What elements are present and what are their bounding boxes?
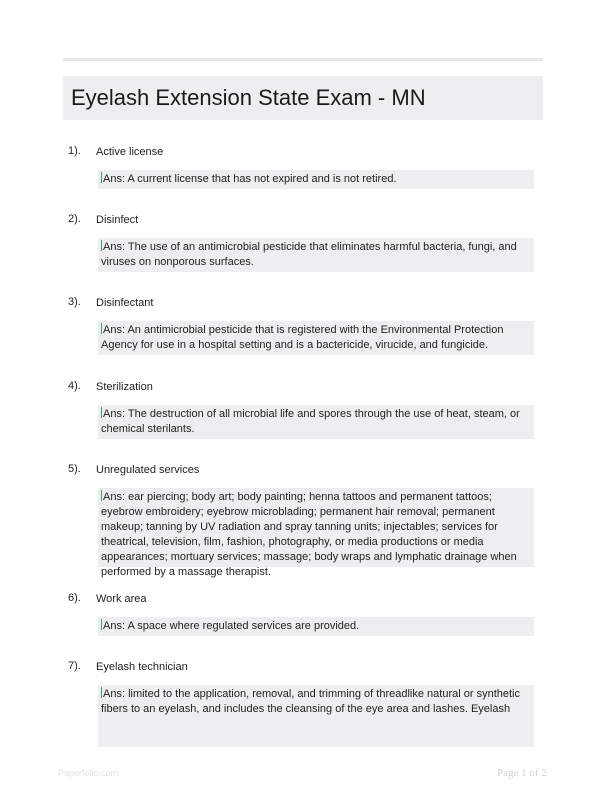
answer-marker bbox=[101, 687, 102, 698]
answer-box bbox=[98, 405, 534, 439]
question-term: Active license bbox=[96, 146, 164, 158]
answer-box bbox=[98, 617, 534, 636]
answer-text: Ans: A current license that has not expired and is not retired. bbox=[103, 173, 397, 185]
answer-marker bbox=[101, 172, 102, 183]
page-number: Page 1 of 2 bbox=[497, 767, 547, 779]
answer-text: Ans: A space where regulated services are provided. bbox=[103, 620, 360, 632]
answer-text: Ans: limited to the application, removal, and trimming of threadlike natural or synthetic fibers to an eyelash, and includes the cleansing of the eye area and lashes. Eyelash bbox=[101, 688, 520, 715]
question-number: 6). bbox=[68, 592, 81, 604]
answer-marker bbox=[101, 490, 102, 501]
question-number: 2). bbox=[68, 213, 81, 225]
question-term: Sterilization bbox=[96, 381, 153, 393]
question-number: 3). bbox=[68, 296, 81, 308]
question-term: Disinfectant bbox=[96, 297, 154, 309]
answer-marker bbox=[101, 323, 102, 334]
question-term: Work area bbox=[96, 593, 147, 605]
question-term: Unregulated services bbox=[96, 464, 200, 476]
answer-text: Ans: An antimicrobial pesticide that is registered with the Environmental Protection Agency for use in a hospital setting and is a bactericide, virucide, and fungicide. bbox=[101, 324, 504, 351]
answer-box bbox=[98, 321, 534, 355]
answer-text: Ans: The use of an antimicrobial pesticide that eliminates harmful bacteria, fungi, and viruses on nonporous surfaces. bbox=[101, 241, 517, 268]
question-number: 1). bbox=[68, 145, 81, 157]
answer-box bbox=[98, 685, 534, 747]
answer-marker bbox=[101, 619, 102, 630]
question-term: Eyelash technician bbox=[96, 661, 188, 673]
title-banner bbox=[63, 76, 543, 120]
answer-marker bbox=[101, 407, 102, 418]
answer-box bbox=[98, 170, 534, 189]
page-title: Eyelash Extension State Exam - MN bbox=[71, 85, 426, 110]
answer-box bbox=[98, 488, 534, 578]
question-number: 5). bbox=[68, 463, 81, 475]
footer-watermark: Paperfolio.com bbox=[58, 768, 119, 778]
question-number: 7). bbox=[68, 660, 81, 672]
answer-text: Ans: The destruction of all microbial life and spores through the use of heat, steam, or chemical sterilants. bbox=[101, 408, 520, 435]
top-divider bbox=[63, 58, 543, 61]
answer-marker bbox=[101, 240, 102, 251]
question-term: Disinfect bbox=[96, 214, 139, 226]
question-number: 4). bbox=[68, 380, 81, 392]
answer-text: Ans: ear piercing; body art; body painting; henna tattoos and permanent tattoos; eyebrow embroidery; eyebrow microblading; permanent hair removal; permanent makeup; tanning by UV radiation and spray tanning units; injectables; services for theatrical, television, film, fashion, photography, or media productions or media appearances; mortuary services; massage; body wraps and lymphatic drainage when performed by a massage therapist. bbox=[101, 491, 517, 578]
answer-box bbox=[98, 238, 534, 272]
